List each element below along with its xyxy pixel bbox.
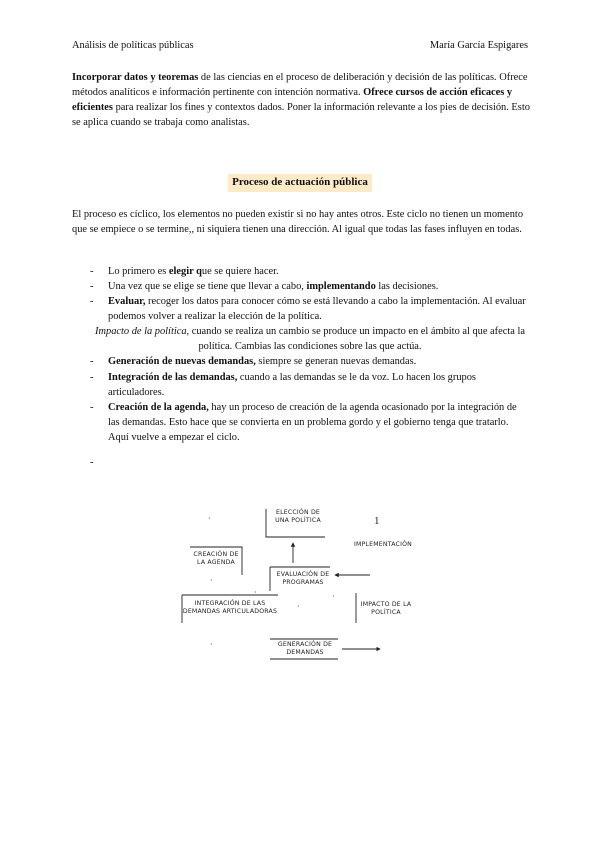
list-text: Una vez que se elige se tiene que llevar a cabo, xyxy=(108,281,307,293)
list-text: recoger los datos para conocer cómo se está llevando a cabo la implementación. Al evaluar podemos volver a realizar la elección de la política. xyxy=(108,296,526,323)
list-bold: elegir q xyxy=(168,266,202,277)
list-italic: Impacto de la política, xyxy=(95,326,190,338)
list-text: hay un proceso de creación de la agenda ocasionado por la integración de las demandas. Esto hace que se convierta en un problema gordo y el gobierno tenga que tratarlo. Aquí vuelve a empezar el ciclo. xyxy=(108,401,517,443)
list-text: Lo primero es xyxy=(108,266,169,277)
list-bold: Integración de las demandas, xyxy=(108,371,238,383)
intro-bold-2: Ofrece cursos de acción eficaces y eficientes xyxy=(72,87,513,114)
cycle-paragraph: El proceso es cíclico, los elementos no pueden existir si no hay antes otros. Este ciclo no tienen un momento que se empiece o se termine,, ni siquiera tienen una dirección. Al igual que todas las fases influyen en todas. xyxy=(72,209,524,236)
label-impacto: IMPACTO DE LA POLÍTICA xyxy=(360,601,412,616)
list-text: las decisiones. xyxy=(375,281,439,293)
label-implementacion: IMPLEMENTACIÓN xyxy=(354,541,412,548)
list-item xyxy=(90,279,530,294)
label-integracion: INTEGRACIÓN DE LAS DEMANDAS ARTICULADORAS xyxy=(182,600,278,615)
list-text: siempre se generan nuevas demandas. xyxy=(255,356,417,368)
list-dash: - xyxy=(90,266,94,277)
list-dash: - xyxy=(90,281,94,293)
section-title: Proceso de actuación pública xyxy=(228,174,372,192)
dot-mark: · xyxy=(254,588,257,597)
section-title-wrap xyxy=(0,174,600,192)
header-subject: Análisis de políticas públicas xyxy=(72,40,194,51)
list-bold: implementando xyxy=(306,281,376,293)
list-item xyxy=(90,370,530,400)
dot-mark: · xyxy=(332,592,335,601)
intro-text-2: para realizar los fines y contextos dados. Poner la información relevante a los pies de decisión. Esto se aplica cuando se trabaja como analistas. xyxy=(72,102,530,129)
label-generacion: GENERACIÓN DE DEMANDAS xyxy=(277,641,333,656)
process-list xyxy=(90,264,530,445)
list-subitem xyxy=(90,324,530,354)
label-eleccion: ELECCIÓN DE UNA POLÍTICA xyxy=(275,509,321,524)
list-item xyxy=(90,294,530,324)
list-bold: Evaluar, xyxy=(108,296,146,308)
bracket-mark: 1 xyxy=(374,515,380,527)
intro-text-1: de las ciencias en el proceso de deliberación y decisión de las políticas. Ofrece métodos analíticos e información pertinente con intención normativa. xyxy=(72,72,528,99)
list-dash: - xyxy=(90,356,94,368)
list-item xyxy=(90,264,530,279)
list-item xyxy=(90,354,530,369)
list-dash: - xyxy=(90,401,94,413)
list-dash: - xyxy=(90,371,94,383)
dot-mark: · xyxy=(208,514,211,523)
list-bold: Creación de la agenda, xyxy=(108,401,209,413)
label-evaluacion: EVALUACIÓN DE PROGRAMAS xyxy=(276,571,330,586)
intro-bold-1: Incorporar datos y teoremas xyxy=(72,72,199,83)
policy-cycle-diagram xyxy=(170,495,440,675)
list-text: cuando a las demandas se le da voz. Lo hacen los grupos articuladores. xyxy=(108,371,476,398)
intro-paragraph xyxy=(72,70,532,130)
dot-mark: · xyxy=(297,602,300,611)
list-text: cuando se realiza un cambio se produce un impacto en el ámbito al que afecta la política. Cambias las condiciones sobre las que actúa. xyxy=(189,326,525,353)
list-item xyxy=(90,400,530,445)
list-text: ue se quiere hacer. xyxy=(201,266,279,277)
list-bold: Generación de nuevas demandas, xyxy=(108,356,256,368)
label-creacion: CREACIÓN DE LA AGENDA xyxy=(193,551,239,566)
dot-mark: · xyxy=(210,640,213,649)
empty-list-dash: - xyxy=(90,457,94,468)
list-dash: - xyxy=(90,296,94,308)
header-author: María García Espigares xyxy=(429,40,528,51)
dot-mark: · xyxy=(210,576,213,585)
